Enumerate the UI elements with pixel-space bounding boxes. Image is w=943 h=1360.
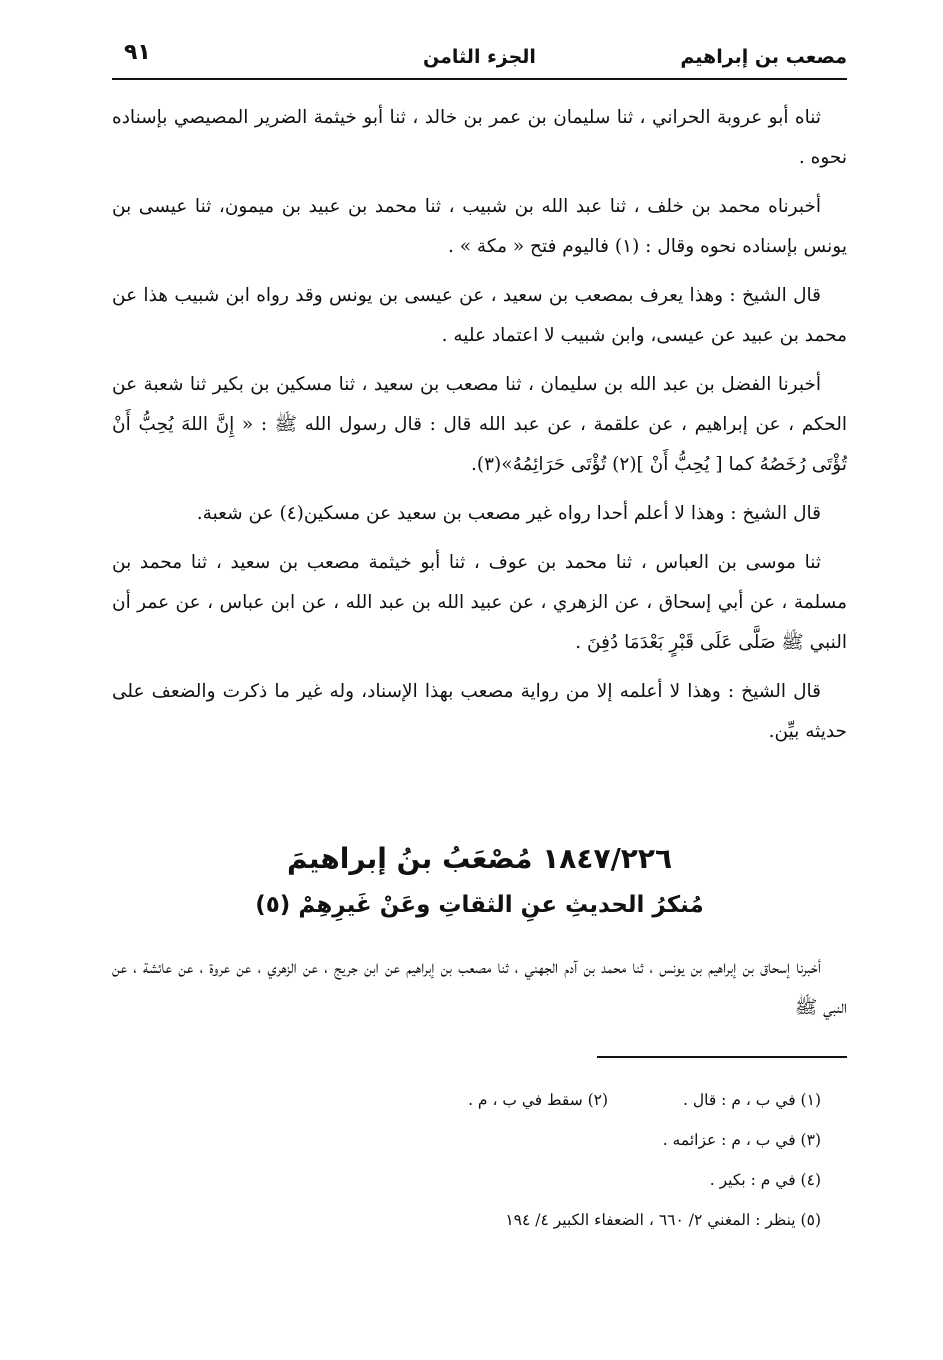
paragraph: ثنا موسى بن العباس ، ثنا محمد بن عوف ، ثنا أبو خيثمة مصعب بن سعيد ، ثنا محمد بن مسلمة ، عن أبي إسحاق ، عن الزهري ، عن عبيد الله بن عبد الله ، عن ابن عباس ، عن عمر أن النبي ﷺ صَلَّى عَلَى قَبْرٍ بَعْدَمَا دُفِنَ . (112, 552, 847, 653)
footnote-5: (٥) ينظر : المغني ٢/ ٦٦٠ ، الضعفاء الكبير ٤/ ١٩٤ (505, 1211, 821, 1229)
paragraph: أخبرنا الفضل بن عبد الله بن سليمان ، ثنا مصعب بن سعيد ، ثنا مسكين بن بكير ثنا شعبة عن الحكم ، عن إبراهيم ، عن علقمة ، عن عبد الله قال : قال رسول الله ﷺ : « إِنَّ اللهَ يُحِبُّ أَنْ تُؤْتَى رُخَصُهُ كما [ يُحِبُّ أَنْ ](٢) تُؤْتَى حَرَائِمُهُ»(٣). (112, 374, 847, 475)
header-divider (112, 78, 847, 80)
paragraph: ثناه أبو عروبة الحراني ، ثنا سليمان بن عمر بن خالد ، ثنا أبو خيثمة الضرير المصيصي بإسناده نحوه . (112, 107, 847, 168)
entry-heading (112, 836, 847, 928)
paragraph: قال الشيخ : وهذا يعرف بمصعب بن سعيد ، عن عيسى بن يونس وقد رواه ابن شبيب هذا عن محمد بن عبيد عن عيسى، وابن شبيب لا اعتماد عليه . (112, 285, 847, 346)
footnote-divider (597, 1056, 847, 1058)
main-text-bottom (112, 948, 847, 1037)
footnote-2: (٢) سقط في ب ، م . (468, 1091, 609, 1109)
entry-subtitle: مُنكرُ الحديثِ عنِ الثقاتِ وعَنْ غَيرِهِمْ (٥) (255, 892, 704, 918)
page-number: ٩١ (124, 40, 151, 65)
paragraph: أخبرنا إسحاق بن إبراهيم بن يونس ، ثنا محمد بن آدم الجهني ، ثنا مصعب بن إبراهيم عن ابن جريج ، عن الزهري ، عن عروة ، عن عائشة ، عن النبي ﷺ (112, 957, 847, 1018)
footnote-1: (١) في ب ، م : قال . (683, 1091, 821, 1109)
footnote-3: (٣) في ب ، م : عزائمه . (662, 1131, 821, 1149)
footnote-4: (٤) في م : بكير . (709, 1171, 821, 1189)
paragraph: قال الشيخ : وهذا لا أعلمه إلا من رواية مصعب بهذا الإسناد، وله غير ما ذكرت والضعف على حديثه بيِّن. (112, 681, 847, 742)
footnotes (241, 1080, 821, 1240)
running-title: مصعب بن إبراهيم (680, 46, 847, 68)
entry-number-name: ١٨٤٧/٢٢٦ مُصْعَبُ بنُ إبراهيمَ (286, 842, 673, 875)
main-text-top (112, 98, 847, 761)
volume-label: الجزء الثامن (423, 46, 536, 68)
page-header (112, 38, 847, 78)
paragraph: أخبرناه محمد بن خلف ، ثنا عبد الله بن شبيب ، ثنا محمد بن عبيد بن ميمون، ثنا عيسى بن يونس بإسناده نحوه وقال : (١) فاليوم فتح « مكة » . (112, 196, 847, 257)
footnote-row (241, 1080, 821, 1120)
paragraph: قال الشيخ : وهذا لا أعلم أحدا رواه غير مصعب بن سعيد عن مسكين(٤) عن شعبة. (196, 503, 821, 524)
